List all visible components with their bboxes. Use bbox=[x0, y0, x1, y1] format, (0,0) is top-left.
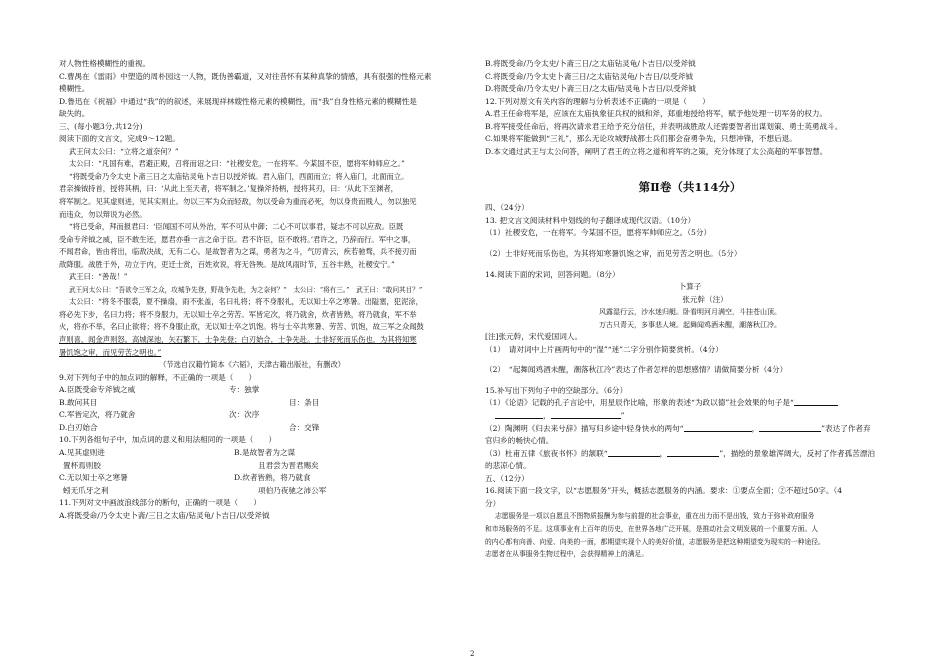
passage-line: 暑饥饱之审，而见劳苦之明也。” bbox=[59, 347, 162, 357]
q9-option-b bbox=[59, 397, 459, 410]
passage-line: 火，将亦不举，名曰止欲将；将不身服止欲，无以知士卒之饥饱。将与士卒共寒暑、劳苦、饥饱，故三军之众闻鼓 bbox=[59, 322, 424, 332]
question-16-stem-cont: 分） bbox=[485, 498, 501, 508]
option-gloss: 专：独掌 bbox=[229, 385, 260, 395]
passage-line: 将必先下步，名曰力将；将不身服力，无以知士卒之劳苦。军皆定次，将乃就舍，炊者皆熟，将乃就食，军不举 bbox=[59, 309, 417, 319]
option-text: D.白刃始合 bbox=[59, 422, 98, 432]
q16-passage bbox=[485, 510, 895, 560]
page-number: 2 bbox=[470, 650, 475, 658]
q9-option-d bbox=[59, 422, 459, 435]
q15-text: ， bbox=[543, 411, 551, 421]
passage-line: 受命专斧钺之威，臣不敢生还，愿君亦垂一言之命于臣。君不许臣，臣不敢将。’君许之，乃辞而行。军中之事， bbox=[59, 234, 416, 244]
passage-line: 志愿者在从事服务生物过程中，会获得精神上的满足。 bbox=[485, 550, 649, 559]
passage-line: 声则喜，闻金声则怒。高城深池，矢石繁下，士争先登；白刃始合，士争先赴。士非好死而乐伤也，为其将知寒 bbox=[59, 335, 417, 345]
q15-item-2-cont: 官归乡的畅快心情。 bbox=[485, 436, 554, 446]
q15-text: ， bbox=[659, 448, 668, 458]
q11-option-d: D.将既受命/乃令太史/卜斋三日/之太庙/钻灵龟卜吉日/以受斧钺 bbox=[485, 84, 696, 94]
question-12-stem: 12.下列对原文有关内容的理解与分析表述不正确的一项是（ ） bbox=[485, 96, 710, 106]
passage-line: 武王问太公曰：“立将之道奈何？” bbox=[69, 146, 179, 156]
q14-subquestion-1: （1） 请对词中上片画两句中的“湿”“迷”二字分别作简要赏析。（4分） bbox=[485, 344, 723, 354]
passage-line: 太公曰：“凡国有难，君避正殿，召将而诏之曰：“社稷安危，一在将军。今某国不臣，愿将军帅师应之。” bbox=[69, 159, 405, 169]
option-text: B.敢问其目 bbox=[59, 397, 98, 407]
classical-passage bbox=[59, 146, 459, 372]
q12-option-c: C.如果将军能做到“三礼”，那么无论攻城野战都士兵们都会奋勇争先，只想冲锋，不想后退。 bbox=[485, 134, 797, 144]
q11-option-a: A.将既受命/乃令太史卜斋/三日之太庙/钻灵龟/卜吉日/以受斧钺 bbox=[59, 510, 270, 520]
q13-sentence-1: （1）社稷安危，一在将军。今某国不臣，愿将军帅师应之。（5分） bbox=[485, 228, 712, 238]
passage-line: 将军制之。见其虚则进，见其实则止。勿以三军为众而轻敌，勿以受命为重而必死，勿以身贵而贱人，勿以独见 bbox=[59, 197, 417, 207]
question-16-stem: 16.阅读下面一段文字，以“志愿服务”开头，概括志愿服务的内涵。要求：①要点全面；②不超过50字。（4 bbox=[485, 486, 843, 496]
text-line: D.鲁迅在《祝福》中通过“我”的的叙述，来展现祥林嫂性格元素的模糊性，而“我”自身性格元素的模糊性是 bbox=[59, 96, 417, 106]
q11-option-c: C.将既受命/乃令太史卜斋三日/之太庙钻灵龟/卜吉日/以受斧钺 bbox=[485, 71, 694, 81]
q15-item-1-cont bbox=[485, 410, 895, 423]
answer-blank[interactable] bbox=[684, 423, 752, 432]
q15-text: （3）杜甫五律《旅夜书怀》的颔联“ bbox=[485, 448, 608, 458]
passage-line: 志愿服务是一项以自愿且不图物质报酬为参与前提的社会事业，重在出力而不是出钱，致力于弥补政府服务 bbox=[495, 512, 815, 521]
passage-line: 的内心都有向善、向爱、向美的一面，都期望实现个人的美好价值，志愿服务是把这种期望变为现实的一种途径。 bbox=[485, 537, 825, 546]
option-text: C.军皆定次，将乃就舍 bbox=[59, 410, 136, 420]
poem-note: [注]张元幹，宋代爱国词人。 bbox=[485, 332, 583, 342]
answer-blank[interactable] bbox=[667, 448, 719, 457]
text-line: 阅读下面的文言文，完成9～12题。 bbox=[59, 134, 180, 144]
answer-blank[interactable] bbox=[794, 397, 838, 406]
q15-text: （1）《论语》记载的孔子言论中，用星辰作比喻，形象的表述“为政以德”社会效果的句子是“ bbox=[485, 398, 794, 408]
q15-text: ”表达了作者弃 bbox=[821, 423, 871, 433]
passage-line: 武王曰：“善哉！” bbox=[69, 272, 128, 282]
answer-blank[interactable] bbox=[551, 410, 621, 419]
right-column bbox=[485, 0, 895, 561]
question-13-stem: 13. 把文言文阅读材料中划线的句子翻译成现代汉语。（10分） bbox=[485, 215, 696, 225]
passage-line: 君亲操钺持首，授将其柄，曰：‘从此上至天者，将军制之。’复操斧持柄，授将其刃，曰：‘从此下至渊者， bbox=[59, 184, 398, 194]
question-9-stem: 9.对下列句子中的加点词的解释，不正确的一项是（ ） bbox=[59, 372, 257, 382]
q15-text: ” bbox=[620, 411, 625, 421]
q15-item-1 bbox=[485, 397, 895, 410]
q15-item-3 bbox=[485, 448, 895, 461]
part-heading: 四、（24分） bbox=[485, 203, 529, 213]
option-text: A.见其虚则进 bbox=[59, 447, 105, 457]
option-text: B.是故智者为之谋 bbox=[234, 447, 296, 457]
passage-line: 而违众，勿以辩说为必然。 bbox=[59, 209, 147, 219]
option-text: C.无以知士卒之寒暑 bbox=[59, 473, 128, 483]
section-title: 第Ⅱ卷（共114分） bbox=[638, 180, 742, 195]
q10-row-2 bbox=[59, 460, 459, 473]
option-gloss: 次：次序 bbox=[229, 410, 260, 420]
passage-line: “将既受命乃令太史卜斋三日之太庙钻灵龟卜吉日以授斧钺。君入庙门，西面而立；将入庙门，北面而立。 bbox=[69, 171, 409, 181]
q13-sentence-2: （2）士非好死而乐伤也，为其将知寒暑饥饱之审，而见劳苦之明也。（5分） bbox=[485, 249, 742, 259]
option-text: D.炊者皆熟，将乃就食 bbox=[234, 473, 311, 483]
option-text: 且君尝为晋君赐矣 bbox=[258, 460, 319, 470]
answer-blank[interactable] bbox=[495, 410, 543, 419]
q10-row-3 bbox=[59, 472, 459, 485]
q15-text: ”，描绘的景象雄浑阔大，反衬了作者孤苦漂泊 bbox=[719, 448, 875, 458]
q12-option-a: A.君王任命将军是，应该在太庙执象征兵权的钺和斧，郑重地授给将军，赋予他处理一切军务的权力。 bbox=[485, 109, 828, 119]
left-column bbox=[59, 0, 459, 522]
part-heading: 五、（12分） bbox=[485, 473, 529, 483]
text-line: 模糊性。 bbox=[59, 84, 90, 94]
poem-author: 张元幹（注） bbox=[682, 294, 728, 304]
q9-option-c bbox=[59, 409, 459, 422]
q12-option-d: D.本文通过武王与太公问答，阐明了君王的立将之道和将军的之策，充分体现了太公高超的军事智慧。 bbox=[485, 146, 828, 156]
option-text: A.臣既受命专斧钺之威 bbox=[59, 385, 136, 395]
question-15-stem: 15.补写出下列句子中的空缺部分。（6分） bbox=[485, 385, 628, 395]
section-heading: 三、(每小题3分,共12分) bbox=[59, 121, 143, 131]
option-gloss: 目：条目 bbox=[289, 397, 320, 407]
q9-option-a bbox=[59, 384, 459, 397]
q15-text: （2）陶渊明《归去来兮辞》描写归乡途中轻身快水的两句“ bbox=[485, 423, 684, 433]
text-line: 对人物性格模糊性的重视。 bbox=[59, 59, 151, 68]
passage-line: “将已受命，拜而报君曰：‘臣闻国不可从外治，军不可从中御；二心不可以事君，疑志不可以应敌。臣既 bbox=[69, 222, 404, 232]
q15-item-3-cont: 的悲凉心情。 bbox=[485, 461, 531, 471]
passage-line: 不闻君命，皆由将出，临敌决战，无有二心。是故智者为之谋，勇者为之斗，气厉青云，疾若驰骛，兵不接刃而 bbox=[59, 247, 417, 257]
poem-title: 卜算子 bbox=[678, 282, 702, 292]
text-line: 缺失的。 bbox=[59, 109, 90, 119]
answer-blank[interactable] bbox=[759, 423, 821, 432]
q15-item-2 bbox=[485, 423, 895, 436]
passage-source: （节选自汉籍竹简本《六韬》，天津古籍出版社，有删改） bbox=[159, 360, 346, 370]
option-text: 项伯乃夜驰之沛公军 bbox=[258, 485, 327, 495]
option-text: 蚓无爪牙之利 bbox=[63, 485, 109, 495]
passage-line: 敌降服。战胜于外，功立于内，吏迁士赏，百姓欢说，将无咎殃。是故风雨时节，五谷丰熟，社稷安宁。” bbox=[59, 259, 395, 269]
text-line: C.曹禺在《雷雨》中塑造的周朴园这一人物，既伪善霸道，又对往昔怀有某种真挚的情感，具有很强的性格元素 bbox=[59, 71, 432, 81]
q12-option-b: B.将军接受任命后，将再次请求君王给予充分信任，并表明战胜敌人还需要智者出谋划策、勇士英勇战斗。 bbox=[485, 121, 843, 131]
question-10-stem: 10.下列各组句子中，加点词的意义和用法相同的一项是（ ） bbox=[59, 435, 277, 445]
q10-row-1 bbox=[59, 447, 459, 460]
option-text: 置杯焉则胶 bbox=[63, 460, 101, 470]
q14-subquestion-2: （2） “起舞闻鸡酒未醒，潮落秋江冷”表达了作者怎样的思想感情？请做简要分析（4分） bbox=[485, 365, 788, 375]
passage-line: 武王问太公曰：“吾欲令三军之众，攻城争先登，野战争先赴，为之奈何？” 太公曰：“将有三。” 武王曰：“敢问其目？” bbox=[69, 285, 423, 294]
passage-line: 和市场服务的不足。这项事业有上百年的历史，在世界各地广泛开展，是推动社会文明发展的一个重要方面。人 bbox=[485, 524, 819, 533]
question-11-stem: 11.下列对文中画波浪线部分的断句，正确的一项是（ ） bbox=[59, 498, 261, 508]
poem-line: 风露湿行云，沙水迷归艇。卧看明河月满空，斗挂苍山顶。 bbox=[599, 308, 781, 317]
poem-line: 万古只青天，多事悲人境。起舞闻鸡酒未醒，潮落秋江冷。 bbox=[599, 320, 781, 329]
q10-row-4 bbox=[59, 485, 459, 498]
passage-line: 太公曰：“将冬不服裘，夏不操扇，雨不张盖，名曰礼将；将不身服礼，无以知士卒之寒暑。出隘塞，犯泥涂， bbox=[69, 297, 423, 307]
answer-blank[interactable] bbox=[608, 448, 660, 457]
option-gloss: 合：交锋 bbox=[289, 422, 320, 432]
question-14-stem: 14.阅读下面的宋词，回答问题。（8分） bbox=[485, 269, 620, 279]
q15-text: ， bbox=[751, 423, 760, 433]
q11-option-b: B.将既受命/乃令太史/卜斋三日/之太庙钻灵龟/卜吉日/以受斧钺 bbox=[485, 59, 696, 68]
